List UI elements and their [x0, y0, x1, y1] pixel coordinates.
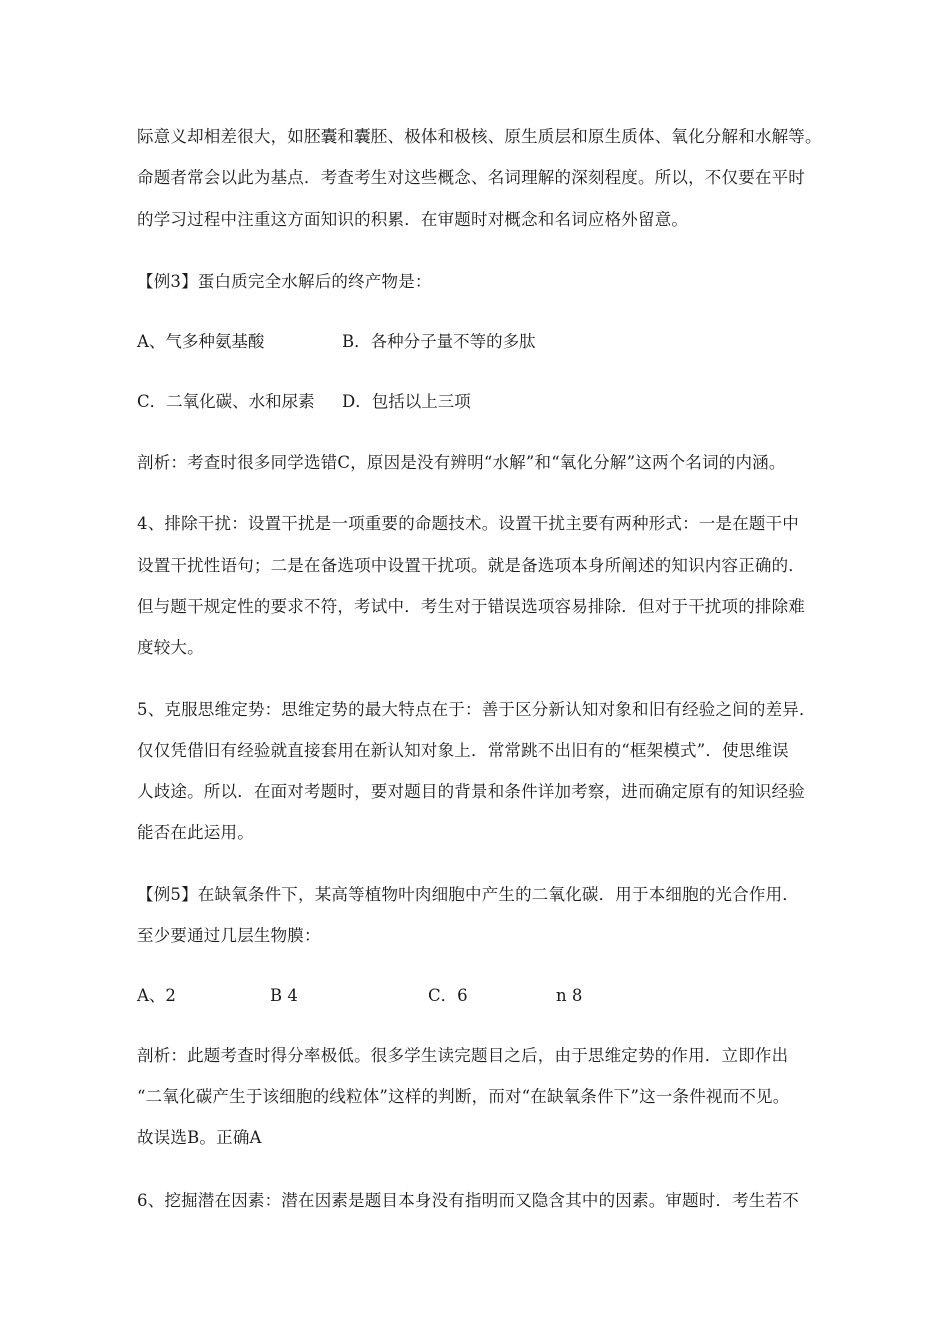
example-3-option-b: B．各种分子量不等的多肽 — [342, 332, 536, 351]
example-5-analysis: “二氧化碳产生于该细胞的线粒体”这样的判断，而对“在缺氧条件下”这一条件视而不见。 — [137, 1087, 790, 1106]
section-4-line: 4、排除干扰：设置干扰是一项重要的命题技术。设置干扰主要有两种形式：一是在题干中 — [137, 514, 799, 533]
example-5-question: 【例5】在缺氧条件下，某高等植物叶肉细胞中产生的二氧化碳．用于本细胞的光合作用． — [137, 885, 799, 904]
example-3-analysis: 剖析：考查时很多同学选错C，原因是没有辨明“水解”和“氧化分解”这两个名词的内涵。 — [137, 453, 786, 472]
section-4-line: 设置干扰性语句；二是在备选项中设置干扰项。就是备选项本身所阐述的知识内容正确的． — [137, 556, 805, 575]
example-3-question: 【例3】蛋白质完全水解后的终产物是： — [137, 272, 432, 291]
section-5-line: 能否在此运用。 — [137, 823, 254, 842]
example-5-option-b: B 4 — [270, 986, 298, 1005]
section-4-line: 但与题干规定性的要求不符，考试中．考生对于错误选项容易排除．但对于干扰项的排除难 — [137, 597, 805, 616]
example-5-option-d: n 8 — [556, 986, 583, 1005]
section-5-line: 仅仅凭借旧有经验就直接套用在新认知对象上．常常跳不出旧有的“框架模式”．使思维误 — [137, 741, 789, 760]
section-5-line: 5、克服思维定势：思维定势的最大特点在于：善于区分新认知对象和旧有经验之间的差异． — [137, 700, 816, 719]
example-3-option-a: A、气多种氨基酸 — [137, 332, 265, 351]
section-5-line: 人歧途。所以．在面对考题时，要对题目的背景和条件详加考察，进而确定原有的知识经验 — [137, 782, 805, 801]
example-5-option-c: C．6 — [428, 986, 468, 1005]
paragraph-line: 际意义却相差很大，如胚囊和囊胚、极体和极核、原生质层和原生质体、氧化分解和水解等。 — [137, 127, 822, 146]
paragraph-line: 的学习过程中注重这方面知识的积累．在审题时对概念和名词应格外留意。 — [137, 210, 689, 229]
example-5-option-a: A、2 — [137, 986, 176, 1005]
example-5-analysis: 剖析：此题考查时得分率极低。很多学生读完题目之后，由于思维定势的作用．立即作出 — [137, 1046, 789, 1065]
example-3-option-d: D．包括以上三项 — [342, 392, 471, 411]
example-3-option-c: C．二氧化碳、水和尿素 — [137, 392, 315, 411]
section-6-line: 6、挖掘潜在因素：潜在因素是题目本身没有指明而又隐含其中的因素。审题时．考生若不 — [137, 1191, 799, 1210]
paragraph-line: 命题者常会以此为基点．考查考生对这些概念、名词理解的深刻程度。所以，不仅要在平时 — [137, 168, 805, 187]
section-4-line: 度较大。 — [137, 638, 204, 657]
example-5-analysis: 故误选B。正确A — [137, 1128, 262, 1147]
example-5-question: 至少要通过几层生物膜： — [137, 926, 321, 945]
